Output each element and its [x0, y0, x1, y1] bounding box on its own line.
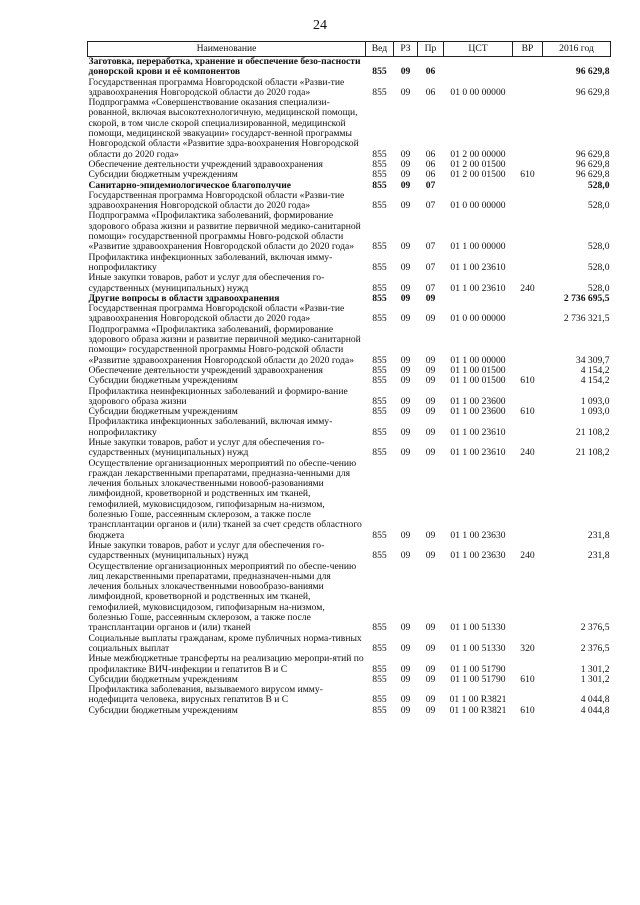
row-pr: 09 [425, 426, 436, 438]
row-ved: 855 [372, 158, 387, 170]
row-rz: 09 [400, 292, 411, 304]
row-pr: 09 [425, 406, 436, 418]
row-rz: 09 [400, 179, 411, 191]
row-amount: 528,0 [587, 261, 610, 273]
row-pr: 06 [425, 169, 436, 181]
table-row [88, 57, 611, 78]
table-row [88, 78, 611, 99]
row-ved: 855 [372, 200, 387, 212]
header-name: Наименование [88, 42, 366, 57]
row-pr: 09 [425, 292, 436, 304]
budget-table [87, 41, 611, 716]
header-rz: РЗ [394, 42, 418, 57]
row-pr: 09 [425, 622, 436, 634]
row-ved: 855 [372, 354, 387, 366]
table-row [88, 191, 611, 212]
row-ved: 855 [372, 694, 387, 706]
row-amount: 4 154,2 [580, 375, 610, 387]
row-pr: 06 [425, 158, 436, 170]
row-name: Государственная программа Новгородской области «Разви-тие здравоохранения Новгородской области до 2020 года» [88, 189, 345, 212]
row-name: Государственная программа Новгородской области «Разви-тие здравоохранения Новгородской области до 2020 года» [88, 76, 345, 98]
row-cst: 01 2 00 00000 [450, 148, 506, 160]
table-row [88, 253, 611, 274]
row-ved: 855 [372, 550, 387, 562]
row-pr: 07 [425, 261, 436, 273]
row-rz: 09 [400, 282, 411, 294]
row-cst: 01 1 00 23600 [450, 395, 506, 407]
row-cst: 01 1 00 23630 [450, 529, 506, 541]
row-name: Профилактика неинфекционных заболеваний и формиро-вание здорового образа жизни [88, 385, 348, 407]
row-name: Профилактика инфекционных заболеваний, включая имму-нопрофилактику [88, 251, 333, 273]
row-ved: 855 [372, 406, 387, 418]
row-vr [513, 417, 543, 438]
row-amount: 528,0 [587, 200, 610, 212]
row-rz: 09 [400, 169, 411, 181]
row-ved: 855 [372, 292, 387, 304]
row-ved: 855 [372, 169, 387, 181]
row-cst: 01 1 00 23610 [450, 261, 506, 273]
header-pr: Пр [418, 42, 444, 57]
row-ved: 855 [372, 622, 387, 634]
row-amount: 21 108,2 [575, 447, 610, 459]
row-name: Обеспечение деятельности учреждений здравоохранения [88, 158, 323, 170]
row-rz: 09 [400, 148, 411, 160]
row-cst: 01 2 00 01500 [450, 158, 506, 170]
row-cst [444, 57, 513, 78]
row-name: Профилактика заболевания, вызываемого вирусом имму-нодефицита человека, вирусных гепатитов В и С [88, 684, 323, 706]
table-row [88, 417, 611, 438]
row-pr: 06 [425, 86, 436, 98]
row-ved: 855 [372, 313, 387, 325]
row-pr: 09 [425, 375, 436, 387]
row-amount: 96 629,8 [575, 66, 610, 78]
row-amount: 231,8 [587, 550, 610, 562]
row-vr [513, 294, 543, 304]
row-pr: 09 [425, 313, 436, 325]
table-row [88, 438, 611, 459]
row-pr: 09 [425, 395, 436, 407]
row-ved: 855 [372, 426, 387, 438]
row-name: Иные закупки товаров, работ и услуг для обеспечения го-сударственных (муниципальных) нужд [88, 436, 325, 459]
row-rz: 09 [400, 447, 411, 459]
row-amount: 1 301,2 [580, 663, 610, 675]
row-vr: 610 [520, 406, 535, 418]
table-row [88, 541, 611, 562]
row-vr: 240 [520, 550, 535, 562]
table-header-row [88, 42, 611, 57]
row-vr: 610 [520, 169, 535, 181]
row-vr: 240 [520, 282, 535, 294]
row-amount: 4 044,8 [580, 694, 610, 706]
row-ved: 855 [372, 66, 387, 78]
row-pr: 09 [425, 694, 436, 706]
table-row [88, 685, 611, 706]
row-ved: 855 [372, 642, 387, 654]
row-vr [513, 211, 543, 252]
row-rz: 09 [400, 241, 411, 253]
row-vr [513, 191, 543, 212]
row-amount: 96 629,8 [575, 86, 610, 98]
row-amount: 2 736 695,5 [563, 292, 610, 304]
row-amount: 1 301,2 [580, 673, 610, 685]
row-cst: 01 0 00 00000 [450, 200, 506, 212]
table-row [88, 304, 611, 325]
row-name: Осуществление организационных мероприятий по обеспе-чению лиц лекарственными препаратами, предназначен-ными для лечения больных злокачественными новообразо-ваниями лимфоидной, кроветворной и родственных им тканей, гемофилией, муковисцидозом, гипофизарным на-низмом, болезнью Гоше, рассеянным склерозом, а также после трансплантации органов и (или) тканей [88, 560, 357, 634]
row-ved: 855 [372, 447, 387, 459]
row-rz: 09 [400, 642, 411, 654]
row-amount: 96 629,8 [575, 148, 610, 160]
row-ved: 855 [372, 529, 387, 541]
row-amount: 1 093,0 [580, 395, 610, 407]
row-cst: 01 1 00 00000 [450, 241, 506, 253]
table-row [88, 634, 611, 655]
row-name: Иные закупки товаров, работ и услуг для обеспечения го-сударственных (муниципальных) нужд [88, 272, 325, 294]
row-rz: 09 [400, 86, 411, 98]
row-pr: 06 [425, 148, 436, 160]
row-rz: 09 [400, 364, 411, 376]
row-vr: 240 [520, 447, 535, 459]
row-vr: 610 [520, 704, 535, 716]
row-rz: 09 [400, 406, 411, 418]
row-ved: 855 [372, 148, 387, 160]
row-vr [513, 685, 543, 706]
row-amount: 2 376,5 [580, 642, 610, 654]
header-cst: ЦСТ [444, 42, 513, 57]
row-amount: 528,0 [587, 282, 610, 294]
row-rz: 09 [400, 354, 411, 366]
row-amount: 231,8 [587, 529, 610, 541]
row-rz: 09 [400, 694, 411, 706]
row-name: Осуществление организационных мероприятий по обеспе-чению граждан лекарственными препаратами, предназна-ченными для лечения больных злокачественными новооб-разованиями лимфоидной, кроветворной и родственных им тканей, гемофилией, муковисцидозом, гипофизарным на-низмом, болезнью Гоше, рассеянным склерозом, а также после трансплантации органов и (или) тканей за счет средств областного бюджета [88, 457, 362, 541]
row-cst: 01 1 00 23610 [450, 282, 506, 294]
table-body [88, 57, 611, 717]
table-row [88, 706, 611, 716]
row-name: Заготовка, переработка, хранение и обеспечение безо-пасности донорской крови и её компонентов [88, 56, 361, 78]
row-vr [513, 78, 543, 99]
row-amount: 4 154,2 [580, 364, 610, 376]
row-cst: 01 1 00 00000 [450, 354, 506, 366]
row-amount: 528,0 [587, 179, 610, 191]
row-cst: 01 1 00 R3821 [449, 704, 507, 716]
row-vr [513, 562, 543, 634]
table-row [88, 654, 611, 675]
row-name: Субсидии бюджетным учреждениям [88, 704, 238, 716]
table-row [88, 325, 611, 366]
row-name: Подпрограмма «Профилактика заболеваний, формирование здорового образа жизни и развитие первичной медико-санитарной помощи» государственной программы Новго-родской области «Развитие здравоохранения Новгородской области до 2020 года» [88, 210, 361, 253]
row-vr [513, 325, 543, 366]
row-name: Подпрограмма «Профилактика заболеваний, формирование здорового образа жизни и развитие первичной медико-санитарной помощи» государственной программы Новго-родской области «Развитие здравоохранения Новгородской области до 2020 года» [88, 323, 361, 366]
row-pr: 09 [425, 354, 436, 366]
row-pr: 07 [425, 282, 436, 294]
row-name: Субсидии бюджетным учреждениям [88, 406, 238, 418]
row-pr: 09 [425, 642, 436, 654]
row-rz: 09 [400, 622, 411, 634]
row-cst [444, 294, 513, 304]
row-cst: 01 1 00 51790 [450, 663, 506, 675]
row-cst: 01 0 00 00000 [450, 86, 506, 98]
table-row [88, 459, 611, 541]
row-cst: 01 1 00 23600 [450, 406, 506, 418]
row-ved: 855 [372, 241, 387, 253]
row-name: Подпрограмма «Совершенствование оказания специализи-рованной, включая высокотехнологичную, медицинской помощи, скорой, в том числе скорой специализированной, медицинской помощи, медицинской эвакуации» государст-венной программы Новгородской области «Развитие здра-воохранения Новгородской области до 2020 года» [88, 97, 359, 160]
row-vr: 610 [520, 673, 535, 685]
row-cst: 01 1 00 01500 [450, 364, 506, 376]
row-ved: 855 [372, 86, 387, 98]
row-amount: 96 629,8 [575, 169, 610, 181]
row-ved: 855 [372, 395, 387, 407]
row-cst: 01 1 00 51790 [450, 673, 506, 685]
row-amount: 528,0 [587, 241, 610, 253]
row-pr: 09 [425, 364, 436, 376]
row-name: Другие вопросы в области здравоохранения [88, 292, 280, 304]
row-cst: 01 0 00 00000 [450, 313, 506, 325]
row-amount: 1 093,0 [580, 406, 610, 418]
row-vr [513, 98, 543, 160]
row-vr [513, 57, 543, 78]
table-row [88, 376, 611, 386]
row-rz: 09 [400, 158, 411, 170]
row-pr: 06 [425, 66, 436, 78]
row-cst: 01 1 00 23610 [450, 447, 506, 459]
row-ved: 855 [372, 704, 387, 716]
row-amount: 96 629,8 [575, 158, 610, 170]
row-pr: 09 [425, 673, 436, 685]
row-pr: 07 [425, 179, 436, 191]
row-amount: 4 044,8 [580, 704, 610, 716]
row-cst: 01 1 00 51330 [450, 622, 506, 634]
row-name: Санитарно-эпидемиологическое благополучие [88, 179, 291, 191]
row-rz: 09 [400, 529, 411, 541]
row-name: Обеспечение деятельности учреждений здравоохранения [88, 364, 323, 376]
row-ved: 855 [372, 179, 387, 191]
row-pr: 09 [425, 447, 436, 459]
row-name: Профилактика инфекционных заболеваний, включая имму-нопрофилактику [88, 416, 333, 438]
row-rz: 09 [400, 704, 411, 716]
row-vr: 320 [520, 642, 535, 654]
row-vr [513, 459, 543, 541]
table-row [88, 211, 611, 252]
row-name: Социальные выплаты гражданам, кроме публичных норма-тивных социальных выплат [88, 632, 362, 654]
table-row [88, 273, 611, 294]
row-ved: 855 [372, 663, 387, 675]
row-name: Субсидии бюджетным учреждениям [88, 375, 238, 387]
row-cst: 01 1 00 01500 [450, 375, 506, 387]
row-name: Иные межбюджетные трансферты на реализацию меропри-ятий по профилактике ВИЧ-инфекции и гепатитов В и С [88, 653, 364, 675]
row-rz: 09 [400, 426, 411, 438]
row-vr [513, 304, 543, 325]
row-vr [513, 181, 543, 191]
row-ved: 855 [372, 282, 387, 294]
row-cst: 01 2 00 01500 [450, 169, 506, 181]
row-amount: 34 309,7 [575, 354, 610, 366]
row-pr: 07 [425, 200, 436, 212]
row-name: Субсидии бюджетным учреждениям [88, 673, 238, 685]
row-rz: 09 [400, 313, 411, 325]
row-pr: 07 [425, 241, 436, 253]
row-rz: 09 [400, 375, 411, 387]
header-year: 2016 год [543, 42, 611, 57]
header-ved: Вед [366, 42, 394, 57]
row-pr: 09 [425, 529, 436, 541]
row-rz: 09 [400, 261, 411, 273]
page-number: 24 [313, 18, 327, 33]
row-vr [513, 654, 543, 675]
row-cst: 01 1 00 23630 [450, 550, 506, 562]
row-pr: 09 [425, 704, 436, 716]
table-row [88, 98, 611, 160]
row-cst [444, 181, 513, 191]
row-ved: 855 [372, 261, 387, 273]
row-rz: 09 [400, 66, 411, 78]
row-rz: 09 [400, 663, 411, 675]
row-name: Государственная программа Новгородской области «Разви-тие здравоохранения Новгородской области до 2020 года» [88, 303, 345, 325]
row-amount: 2 736 321,5 [563, 313, 610, 325]
header-vr: ВР [513, 42, 543, 57]
row-name: Иные закупки товаров, работ и услуг для обеспечения го-сударственных (муниципальных) нужд [88, 539, 325, 562]
row-pr: 09 [425, 663, 436, 675]
row-amount: 2 376,5 [580, 622, 610, 634]
row-ved: 855 [372, 364, 387, 376]
row-rz: 09 [400, 395, 411, 407]
row-pr: 09 [425, 550, 436, 562]
row-amount: 21 108,2 [575, 426, 610, 438]
row-rz: 09 [400, 200, 411, 212]
row-vr [513, 253, 543, 274]
row-vr [513, 387, 543, 408]
row-cst: 01 1 00 51330 [450, 642, 506, 654]
table-row [88, 562, 611, 634]
row-rz: 09 [400, 550, 411, 562]
row-ved: 855 [372, 375, 387, 387]
row-ved: 855 [372, 673, 387, 685]
row-rz: 09 [400, 673, 411, 685]
row-cst: 01 1 00 23610 [450, 426, 506, 438]
row-vr: 610 [520, 375, 535, 387]
row-name: Субсидии бюджетным учреждениям [88, 169, 238, 181]
row-cst: 01 1 00 R3821 [449, 694, 507, 706]
table-row [88, 387, 611, 408]
